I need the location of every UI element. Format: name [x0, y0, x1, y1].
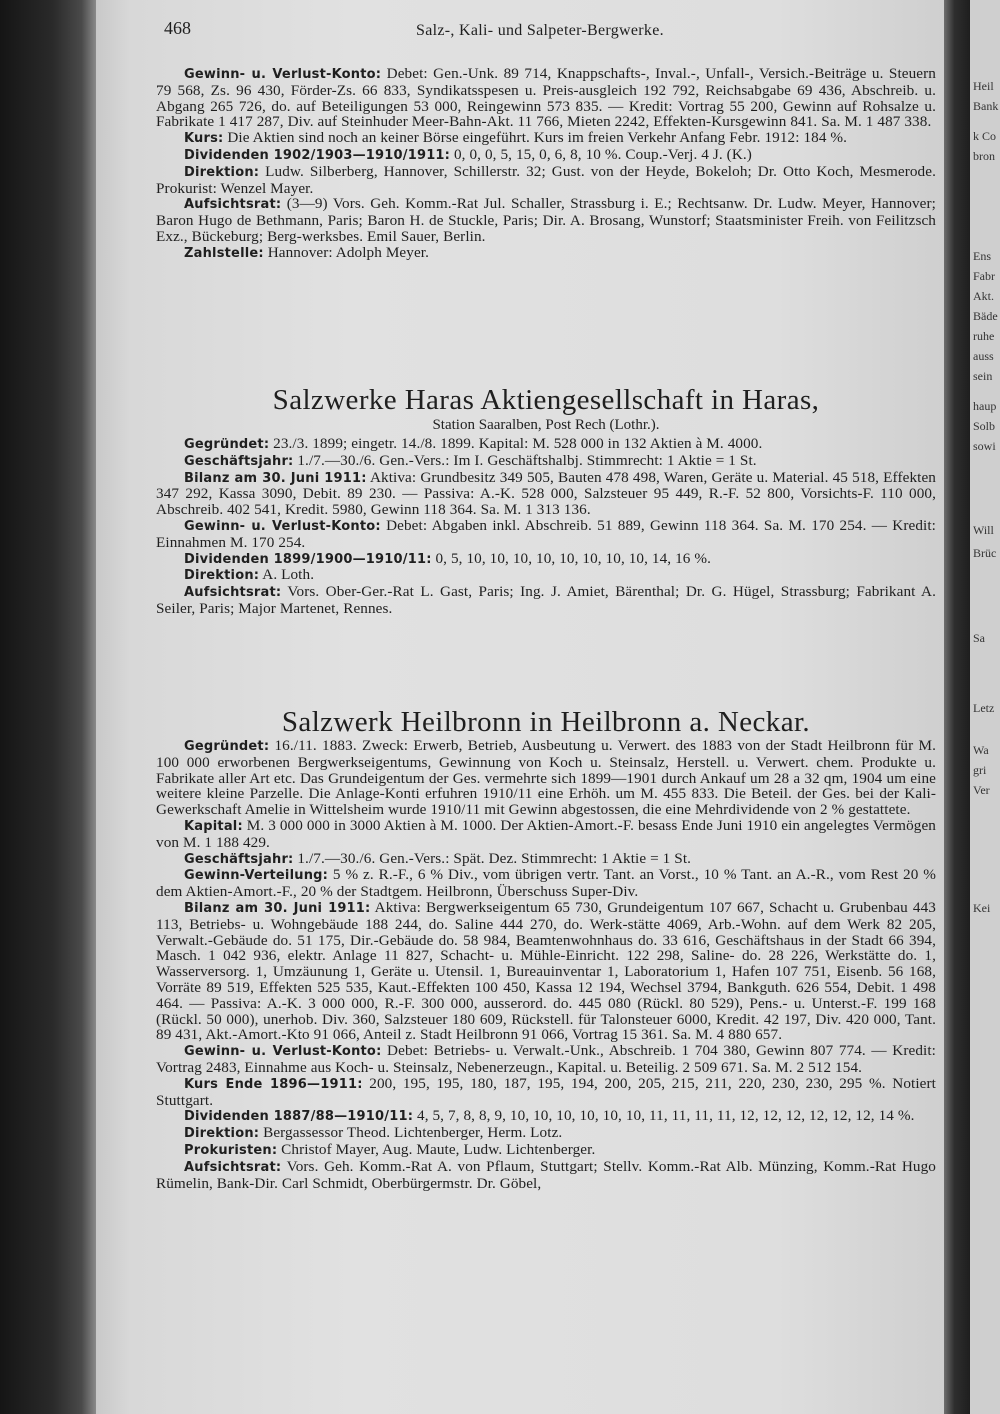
entry-text: 0, 0, 0, 5, 15, 0, 6, 8, 10 %. Coup.-Verj. 4 J. (K.) [450, 145, 752, 163]
adjacent-page-fragment: k Co [973, 129, 997, 143]
adjacent-page-fragment: Sa [973, 631, 985, 645]
adjacent-page-fragment: Letz [973, 701, 995, 715]
adjacent-page-strip [970, 0, 1000, 1414]
entry-key: Dividenden 1902/1903—1910/1911: [184, 147, 451, 163]
adjacent-page-fragment: haup [973, 399, 997, 413]
entry-text: 200, 195, 195, 180, 187, 195, 194, 200, 205, 215, 211, 220, 230, 230, 295 %. Notiert Stuttgart. [156, 1074, 937, 1109]
entry-key: Geschäftsjahr: [184, 453, 294, 469]
entry-text: Bergassessor Theod. Lichtenberger, Herm. Lotz. [259, 1124, 563, 1142]
entry-paragraph [156, 900, 936, 1043]
adjacent-page-fragment: Solb [973, 419, 996, 433]
entry-text: 0, 5, 10, 10, 10, 10, 10, 10, 10, 10, 14, 16 %. [431, 549, 712, 567]
entry-key: Zahlstelle: [184, 245, 264, 261]
entry-paragraph [156, 1142, 936, 1159]
adjacent-page-fragment: Will [973, 523, 994, 537]
adjacent-page-fragment: Bank [973, 99, 999, 113]
adjacent-page-fragment: auss [973, 349, 994, 363]
entry-key: Gewinn- u. Verlust-Konto: [184, 1044, 382, 1060]
entry-key: Direktion: [184, 164, 260, 180]
entry-key: Prokuristen: [184, 1142, 278, 1158]
entry-text: Vors. Ober-Ger.-Rat L. Gast, Paris; Ing. J. Amiet, Bärenthal; Dr. G. Hügel, Strassburg; Fabrikant A. Seiler, Paris; Major Martenet, Rennes. [156, 583, 936, 617]
entry-paragraph [156, 130, 936, 147]
entry-key: Aufsichtsrat: [184, 1159, 282, 1175]
section-heilbronn [156, 706, 936, 1191]
running-title: Salz-, Kali- und Salpeter-Bergwerke. [416, 22, 664, 39]
entry-paragraph [156, 867, 936, 900]
entry-paragraph [156, 1043, 936, 1076]
entry-text: Hannover: Adolph Meyer. [263, 243, 430, 261]
entry-text: 1./7.—30./6. Gen.-Vers.: Spät. Dez. Stimmrecht: 1 Aktie = 1 St. [293, 849, 692, 867]
entry-paragraph [156, 1125, 936, 1142]
entry-text: Debet: Betriebs- u. Verwalt.-Unk., Abschreib. 1 704 380, Gewinn 807 774. — Kredit: Vortrag 2483, Einnahme aus Koch- u. Steinsalz, Nebenerzeugn., Kapital. u. Beteilig. 2 509 671. Sa. M. 2 512 154. [156, 1042, 936, 1076]
entry-paragraph [156, 147, 936, 164]
page-number: 468 [164, 18, 191, 38]
entry-paragraph [156, 1159, 936, 1192]
entry-text: Aktiva: Grundbesitz 349 505, Bauten 478 498, Waren, Geräte u. Material. 45 518, Effekten 347 292, Kassa 3090, Debit. 89 230. — Passiva: A.-K. 528 000, Salzsteuer 95 449, R.-F. 52 800, Vorsichts-F. 110 000, Abschreib. 402 541, Kredit. 5980, Gewinn 118 364. Sa. M. 1 313 136. [156, 468, 936, 519]
adjacent-page-fragment: Fabr [973, 269, 995, 283]
entry-key: Kapital: [184, 818, 243, 834]
entry-key: Gegründet: [184, 437, 270, 452]
entry-text: (3—9) Vors. Geh. Komm.-Rat Jul. Schaller, Strassburg i. E.; Rechtsanw. Dr. Ludw. Meyer, Hannover; Baron Hugo de Bethmann, Paris; Baron H. de Stuckle, Paris; Dir. A. Brosang, Wunstorf; Staatsminister Freih. von Feilitzsch Exz., Bückeburg; Berg-werksbes. Emil Sauer, Berlin. [156, 195, 936, 245]
company-location: Station Saaralben, Post Rech (Lothr.). [432, 417, 660, 433]
entry-key: Gewinn- u. Verlust-Konto: [184, 518, 381, 534]
adjacent-page-fragment: Kei [973, 901, 991, 915]
section-continued [156, 66, 936, 262]
adjacent-page-fragment: Akt. [973, 289, 994, 303]
entry-key: Gegründet: [184, 739, 270, 754]
entry-text: Die Aktien sind noch an keiner Börse eingeführt. Kurs im freien Verkehr Anfang Febr. 1912: 184 %. [223, 129, 848, 147]
entry-text: 16./11. 1883. Zweck: Erwerb, Betrieb, Ausbeutung u. Verwert. des 1883 von der Stadt Heilbronn für M. 100 000 erworbenen Bergwerkseigentums, Gewinnung von Koch u. Steinsalz, Herstell. u. Verwert. chem. Produkte u. Fabrikate aller Art etc. Das Grundeigentum der Ges. vermehrte sich 1899—1901 durch Ankauf um 28 a 32 qm, 1904 um eine weitere kleine Parzelle. Die Anlage-Konti erfuhren 1910/11 eine Erhöh. um M. 455 833. Die Beteil. der Ges. bei der Kali-Gewerkschaft Amelie in Wittelsheim wurde 1910/11 mit Gewinn abgestossen, die eine Mehrdividende von 2 % gestattete. [156, 737, 936, 819]
entry-paragraph [156, 453, 936, 470]
entry-paragraph [156, 1076, 936, 1109]
entry-text: 23./3. 1899; eingetr. 14./8. 1899. Kapital: M. 528 000 in 132 Aktien à M. 4000. [269, 435, 763, 452]
entry-key: Bilanz am 30. Juni 1911: [184, 470, 367, 486]
entry-paragraph [156, 567, 936, 584]
entry-text: M. 3 000 000 in 3000 Aktien à M. 1000. Der Aktien-Amort.-F. besass Ende Juni 1910 ein angelegtes Vermögen von M. 1 188 429. [156, 816, 936, 851]
entry-key: Kurs Ende 1896—1911: [184, 1076, 363, 1092]
entry-text: Aktiva: Bergwerkseigentum 65 730, Grundeigentum 107 667, Schacht u. Grubenbau 443 113, Betriebs- u. Wohngebäude 188 244, do. Saline 444 270, do. Werk-stätte 4069, Arb.-Wohn. auf dem Werk 82 205, Verwalt.-Gebäude do. 51 175, Dir.-Gebäude do. 58 984, Beamtenwohnhaus do. 33 616, Geschäftshaus in der Stadt 66 394, Masch. 1 042 936, elektr. Anlage 11 827, Schacht- u. Mühle-Einricht. 122 298, Saline- do. 28 226, Werkstätte do. 1, Wasserversorg. 1, Umzäunung 1, Geräte u. Utensil. 1, Bureauinventar 1, Laboratorium 1, Hafen 107 751, Eisenb. 56 168, Vorräte 89 519, Effekten 525 535, Kaut.-Effekten 100 450, Kassa 12 194, Wechsel 3794, Bankguth. 626 554, Debit. 1 498 464. — Passiva: A.-K. 3 000 000, R.-F. 300 000, ausserord. do. 445 080 (Rückl. 80 529), Pens.- u. Unterst.-F. 199 168 (Rückl. 50 000), unerhob. Div. 360, Salzsteuer 180 609, Rückstell. für Talonsteuer 6000, Kredit. 42 197, Div. 420 000, Tant. 89 431, Akt.-Amort.-Kto 91 066, Anteil z. Stadt Heilbronn 91 066, Vortrag 15 361. Sa. M. 4 880 657. [156, 898, 936, 1044]
adjacent-page-fragment: sowi [973, 439, 996, 453]
adjacent-page-fragment: Bäde [973, 309, 998, 323]
adjacent-page-fragment: Brüc [973, 546, 997, 560]
entry-key: Kurs: [184, 131, 224, 147]
entry-text: Ludw. Silberberg, Hannover, Schillerstr. 32; Gust. von der Heyde, Bokeloh; Dr. Otto Koch, Mesmerode. Prokurist: Wenzel Mayer. [156, 162, 936, 197]
entry-paragraph [156, 66, 936, 130]
adjacent-page-fragment: bron [973, 149, 995, 163]
entry-paragraph [156, 196, 936, 244]
entry-text: Debet: Gen.-Unk. 89 714, Knappschafts-, Inval.-, Unfall-, Versich.-Beiträge u. Steuern 79 568, Zs. 96 430, Förder-Zs. 66 833, Syndikatsspesen u. Preis-ausgleich 192 792, Reichsabgabe 69 436, Abschreib. u. Abgang 265 726, do. auf Beteiligungen 53 000, Reingewinn 573 835. — Kredit: Vortrag 55 200, Gewinn auf Rohsalze u. Fabrikate 1 417 287, Div. auf Steinhuder Meer-Bahn-Akt. 11 766, Mieten 2242, Effekten-Kursgewinn 841. Sa. M. 1 487 338. [156, 65, 936, 131]
entry-paragraph [156, 1108, 936, 1125]
entry-text: 5 % z. R.-F., 6 % Div., vom übrigen vertr. Tant. an Vorst., 10 % Tant. an A.-R., vom Rest 20 % dem Aktien-Amort.-F., 20 % der Stadtgem. Heilbronn, Überschuss Super-Div. [156, 866, 936, 901]
entry-text: Vors. Geh. Komm.-Rat A. von Pflaum, Stuttgart; Stellv. Komm.-Rat Alb. Münzing, Komm.-Rat Hugo Rümelin, Bank-Dir. Carl Schmidt, Oberbürgermstr. Dr. Göbel, [156, 1157, 936, 1192]
adjacent-page-fragment: Ver [973, 783, 990, 797]
book-page [96, 0, 944, 1414]
entry-paragraph [156, 164, 936, 197]
entry-key: Aufsichtsrat: [184, 585, 282, 601]
entry-key: Dividenden 1887/88—1910/11: [184, 1109, 414, 1125]
section-haras [156, 384, 936, 617]
entry-key: Direktion: [184, 1126, 260, 1142]
entry-key: Geschäftsjahr: [184, 851, 294, 867]
entry-key: Direktion: [184, 568, 260, 584]
entry-key: Gewinn-Verteilung: [184, 868, 329, 884]
book-left-shadow [0, 0, 96, 1414]
entry-text: A. Loth. [259, 566, 315, 584]
adjacent-page-fragment: gri [973, 763, 987, 777]
entry-paragraph [156, 851, 936, 868]
entry-text: Christof Mayer, Aug. Maute, Ludw. Lichtenberger. [277, 1140, 596, 1158]
entry-paragraph [156, 518, 936, 551]
page-header [164, 18, 916, 46]
book-gutter [944, 0, 970, 1414]
entry-paragraph [156, 584, 936, 617]
entry-paragraph [156, 738, 936, 818]
entry-text: Debet: Abgaben inkl. Abschreib. 51 889, Gewinn 118 364. Sa. M. 170 254. — Kredit: Einnahmen M. 170 254. [156, 516, 936, 551]
adjacent-page-fragment: Heil [973, 79, 994, 93]
entry-paragraph [156, 818, 936, 851]
company-title: Salzwerke Haras Aktiengesellschaft in Haras, [272, 384, 820, 416]
entry-paragraph [156, 436, 936, 453]
adjacent-page-fragment: sein [973, 369, 993, 383]
entry-key: Bilanz am 30. Juni 1911: [184, 900, 371, 916]
entry-key: Dividenden 1899/1900—1910/11: [184, 551, 432, 567]
entry-text: 1./7.—30./6. Gen.-Vers.: Im I. Geschäftshalbj. Stimmrecht: 1 Aktie = 1 St. [293, 451, 757, 469]
entry-paragraph [156, 245, 936, 262]
adjacent-page-fragment: ruhe [973, 329, 995, 343]
entry-key: Aufsichtsrat: [184, 197, 282, 213]
company-title: Salzwerk Heilbronn in Heilbronn a. Neckar. [281, 706, 811, 738]
entry-text: 4, 5, 7, 8, 8, 9, 10, 10, 10, 10, 10, 10, 11, 11, 11, 11, 12, 12, 12, 12, 12, 12, 14 %. [413, 1107, 915, 1125]
entry-key: Gewinn- u. Verlust-Konto: [184, 67, 382, 82]
entry-paragraph [156, 470, 936, 518]
adjacent-page-fragment: Wa [973, 743, 989, 757]
adjacent-page-fragment: Ens [973, 249, 991, 263]
entry-paragraph [156, 551, 936, 568]
